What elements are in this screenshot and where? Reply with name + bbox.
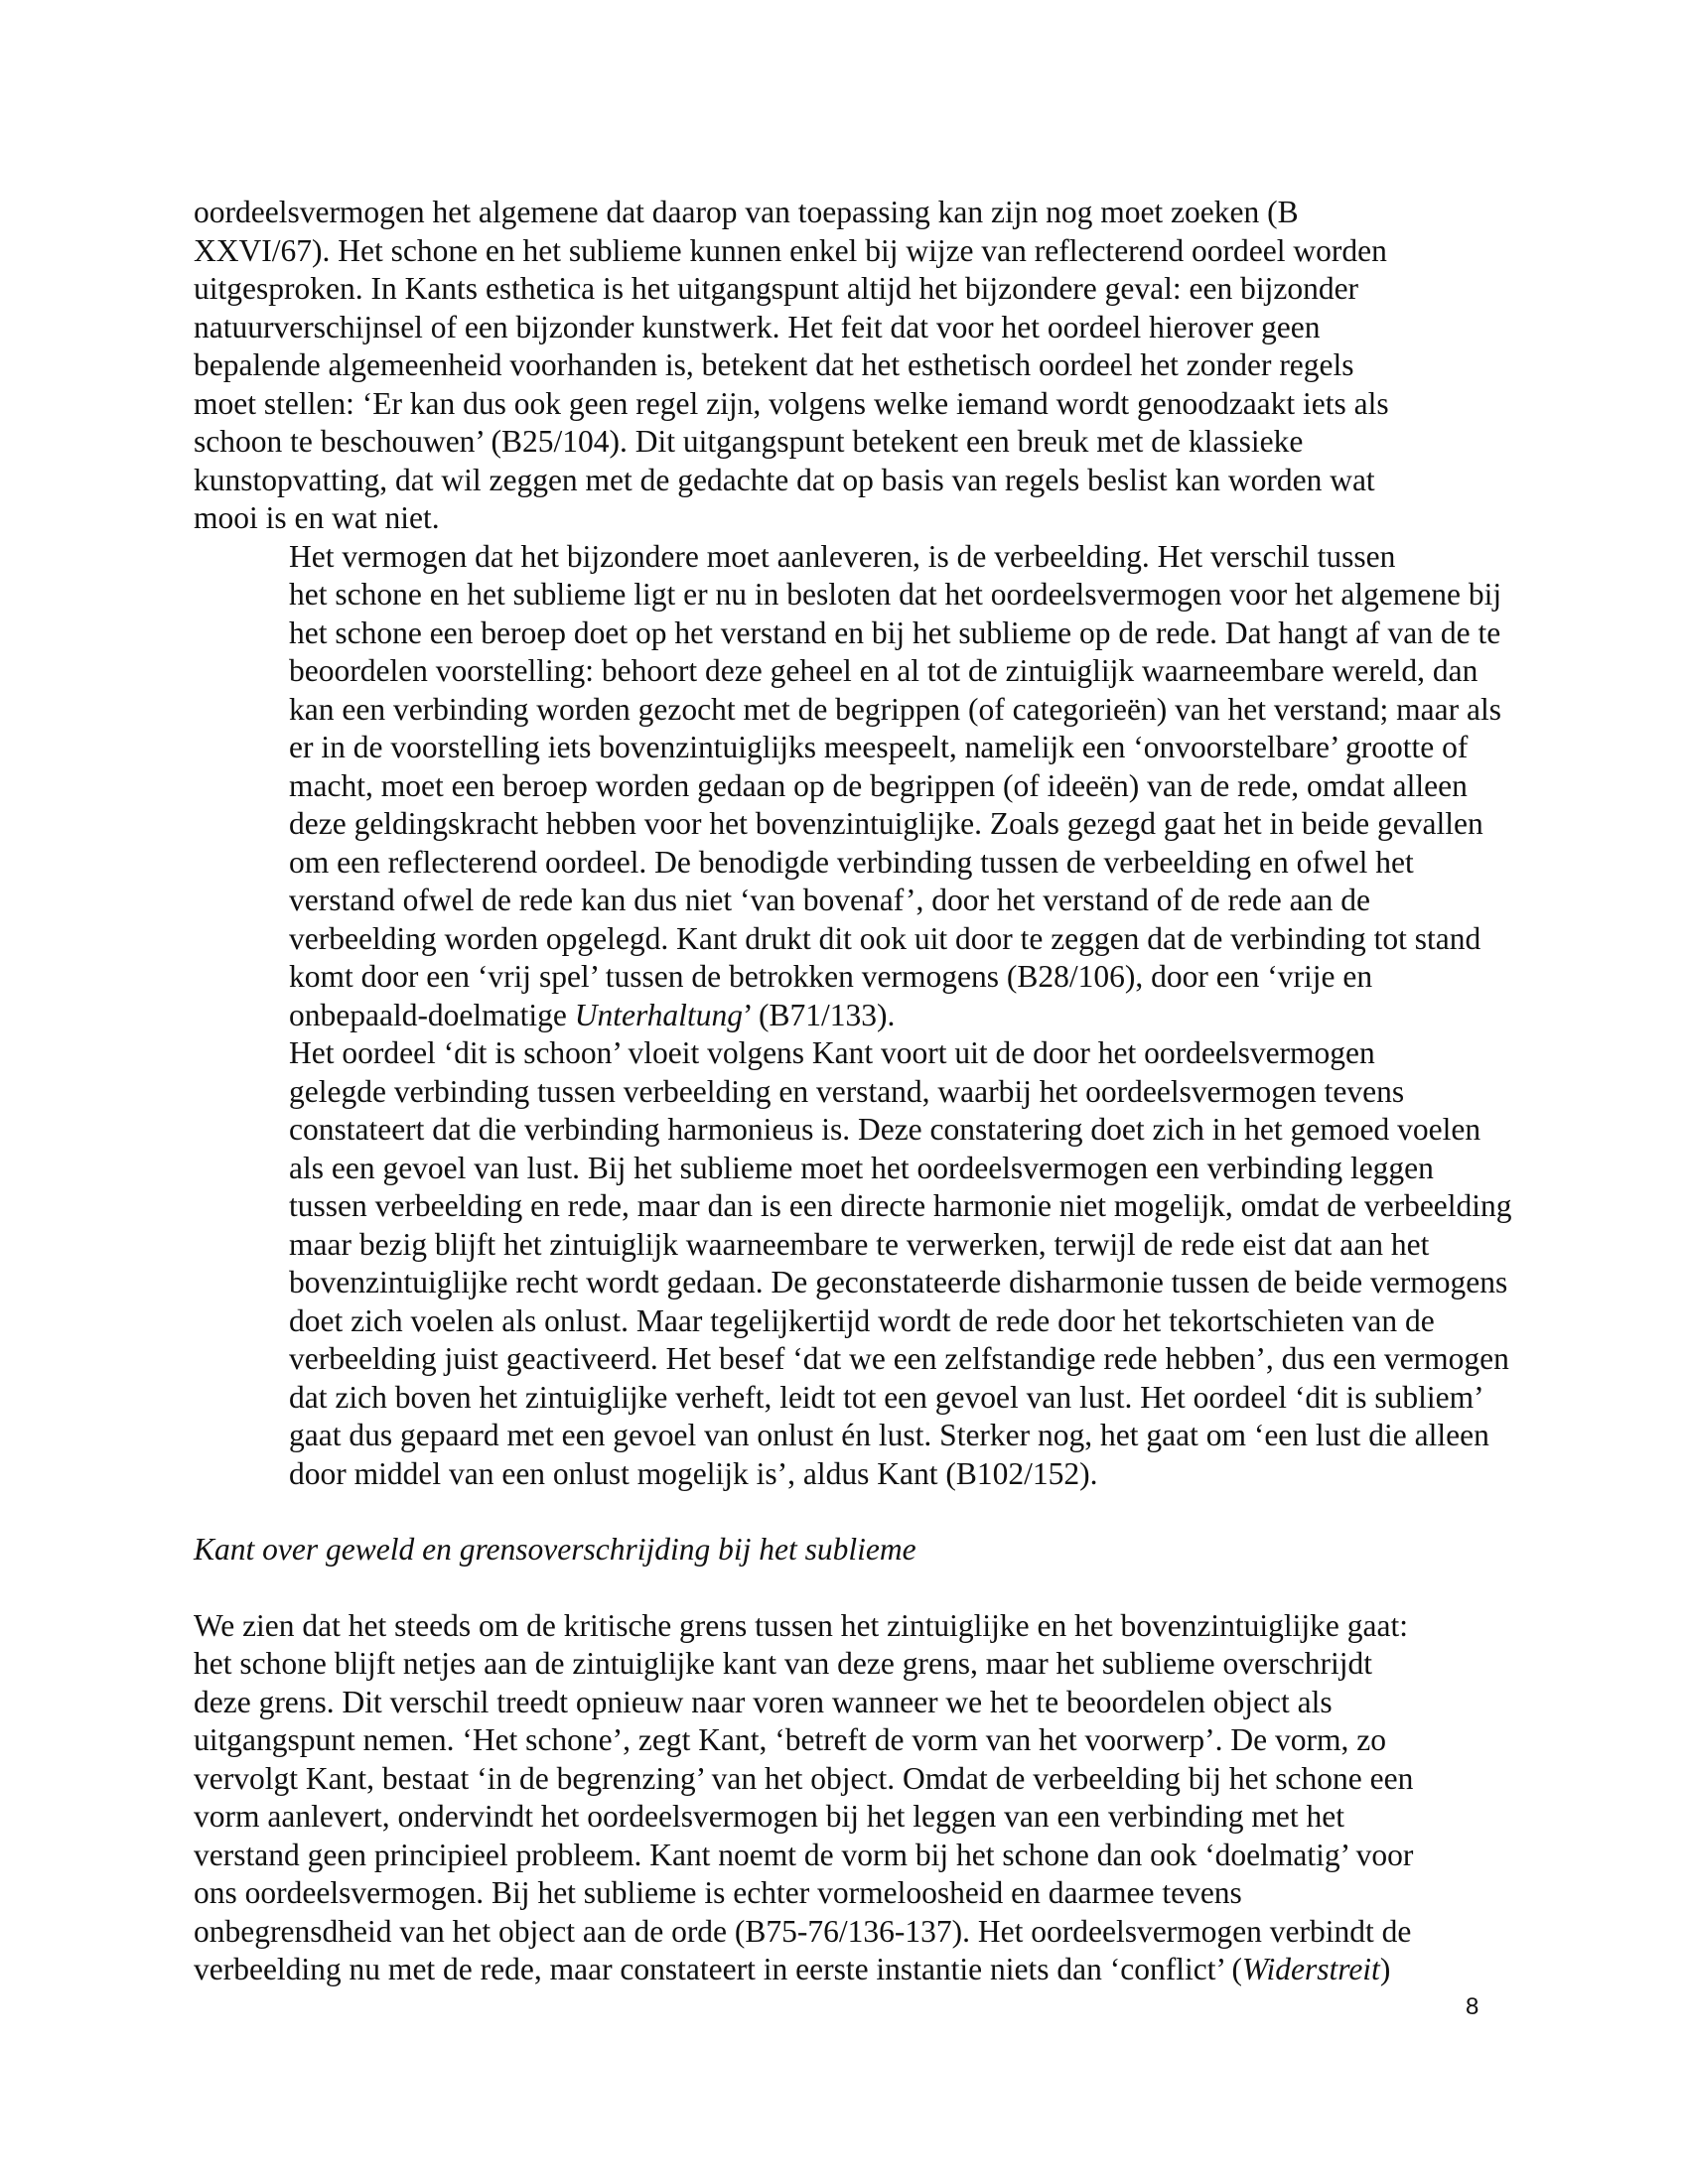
body-paragraph [194, 538, 1504, 1035]
text-line [194, 844, 1504, 883]
italic-text: Widerstreit [1241, 1952, 1380, 1986]
text-line [194, 1379, 1504, 1418]
text-run: het schone een beroep doet op het verstand en bij het sublieme op de rede. Dat hangt af van de te [289, 614, 1501, 650]
text-run: kan een verbinding worden gezocht met de begrippen (of categorieën) van het verstand; maar als [289, 691, 1501, 727]
text-run: macht, moet een beroep worden gedaan op de begrippen (of ideeën) van de rede, omdat alleen [289, 767, 1468, 803]
text-line [194, 1150, 1504, 1188]
text-line [194, 614, 1504, 653]
text-line [194, 538, 1504, 577]
text-run: ) [1379, 1952, 1391, 1986]
text-line [194, 1340, 1509, 1379]
text-run: natuurverschijnsel of een bijzonder kunstwerk. Het feit dat voor het oordeel hierover geen [194, 309, 1321, 344]
text-run: verbeelding nu met de rede, maar constateert in eerste instantie niets dan ‘conflict’ ( [194, 1952, 1242, 1986]
text-run: schoon te beschouwen’ (B25/104). Dit uitgangspunt betekent een breuk met de klassieke [194, 424, 1304, 459]
text-run: maar bezig blijft het zintuiglijk waarneembare te verwerken, terwijl de rede eist dat aan het [289, 1226, 1430, 1262]
body-paragraphs [194, 194, 1512, 1493]
text-run: bepalende algemeenheid voorhanden is, betekent dat het esthetisch oordeel het zonder regels [194, 347, 1354, 382]
text-run: Het oordeel ‘dit is schoon’ vloeit volgens Kant voort uit de door het oordeelsvermogen [289, 1035, 1375, 1070]
text-run: verstand ofwel de rede kan dus niet ‘van bovenaf’, door het verstand of de rede aan de [289, 883, 1370, 917]
text-run: oordeelsvermogen het algemene dat daarop van toepassing kan zijn nog moet zoeken (B [194, 195, 1299, 229]
text-line [194, 1264, 1508, 1302]
text-line [194, 1111, 1504, 1150]
text-line [194, 309, 1504, 347]
text-line [194, 767, 1504, 806]
text-run: beoordelen voorstelling: behoort deze geheel en al tot de zintuiglijk waarneembare wereld, dan [289, 653, 1478, 688]
text-line [194, 1455, 1504, 1494]
text-run: gelegde verbinding tussen verbeelding en verstand, waarbij het oordeelsvermogen tevens [289, 1073, 1405, 1109]
text-line [194, 346, 1504, 385]
text-line [194, 652, 1504, 691]
text-run: Het vermogen dat het bijzondere moet aanleveren, is de verbeelding. Het verschil tussen [289, 538, 1396, 574]
text-run: deze grens. Dit verschil treedt opnieuw naar voren wanneer we het te beoordelen object als [194, 1684, 1333, 1719]
text-line [194, 1874, 1504, 1913]
text-line [194, 1226, 1504, 1265]
text-line [194, 576, 1504, 614]
text-run: onbegrensdheid van het object aan de orde (B75-76/136-137). Het oordeelsvermogen verbindt de [194, 1913, 1412, 1949]
text-line [194, 1913, 1504, 1952]
text-line [194, 805, 1504, 844]
page-number: 8 [1466, 1993, 1479, 2020]
document-page [194, 194, 1512, 1989]
text-run: verstand geen principieel probleem. Kant noemt de vorm bij het schone dan ook ‘doelmatig’ voor [194, 1837, 1414, 1872]
text-line [194, 1417, 1504, 1455]
text-run: bovenzintuiglijke recht wordt gedaan. De geconstateerde disharmonie tussen de beide vermogens [289, 1265, 1508, 1299]
text-line [194, 385, 1504, 424]
text-run: tussen verbeelding en rede, maar dan is een directe harmonie niet mogelijk, omdat de verbeelding [289, 1188, 1512, 1223]
text-run: ’ (B71/133). [742, 997, 896, 1032]
text-line [194, 270, 1504, 309]
text-run: komt door een ‘vrij spel’ tussen de betrokken vermogens (B28/106), door een ‘vrije en [289, 959, 1373, 994]
text-line [194, 423, 1504, 462]
text-run: constateert dat die verbinding harmonieus is. Deze constatering doet zich in het gemoed voelen [289, 1112, 1481, 1147]
text-run: vorm aanlevert, ondervindt het oordeelsvermogen bij het leggen van een verbinding met het [194, 1799, 1344, 1834]
text-run: verbeelding worden opgelegd. Kant drukt dit ook uit door te zeggen dat de verbinding tot stand [289, 920, 1481, 956]
text-line [194, 958, 1504, 997]
text-line [194, 194, 1504, 232]
text-run: vervolgt Kant, bestaat ‘in de begrenzing’ van het object. Omdat de verbeelding bij het schone een [194, 1760, 1414, 1796]
text-line [194, 920, 1504, 959]
text-line [194, 499, 1504, 538]
text-run: doet zich voelen als onlust. Maar tegelijkertijd wordt de rede door het tekortschieten van de [289, 1302, 1435, 1338]
section-heading: Kant over geweld en grensoverschrijding bij het sublieme [194, 1532, 916, 1567]
text-line [194, 1684, 1504, 1722]
text-line [194, 691, 1504, 730]
text-run: XXVI/67). Het schone en het sublieme kunnen enkel bij wijze van reflecterend oordeel worden [194, 232, 1387, 268]
final-paragraph [194, 1607, 1504, 1989]
text-run: onbepaald-doelmatige [289, 997, 575, 1032]
text-line [194, 1837, 1504, 1875]
text-run: gaat dus gepaard met een gevoel van onlust én lust. Sterker nog, het gaat om ‘een lust die alleen [289, 1418, 1489, 1452]
body-paragraph [194, 1034, 1512, 1493]
text-run: We zien dat het steeds om de kritische grens tussen het zintuiglijke en het bovenzintuiglijke gaat: [194, 1607, 1408, 1643]
text-line [194, 1302, 1504, 1341]
text-run: kunstopvatting, dat wil zeggen met de gedachte dat op basis van regels beslist kan worden wat [194, 462, 1375, 497]
text-run: er in de voorstelling iets bovenzintuiglijks meespeelt, namelijk een ‘onvoorstelbare’ grootte of [289, 730, 1469, 764]
italic-text: Unterhaltung [574, 997, 743, 1032]
text-line [194, 1607, 1504, 1646]
text-line [194, 1721, 1504, 1760]
text-line [194, 1073, 1504, 1112]
text-line [194, 232, 1504, 271]
text-line [194, 1951, 1504, 1989]
text-run: deze geldingskracht hebben voor het bovenzintuiglijke. Zoals gezegd gaat het in beide gevallen [289, 806, 1483, 841]
text-run: ons oordeelsvermogen. Bij het sublieme is echter vormeloosheid en daarmee tevens [194, 1875, 1242, 1910]
text-line [194, 1645, 1504, 1684]
text-line [194, 1034, 1504, 1073]
text-run: om een reflecterend oordeel. De benodigde verbinding tussen de verbeelding en ofwel het [289, 844, 1414, 880]
text-line [194, 462, 1504, 500]
text-run: uitgangspunt nemen. ‘Het schone’, zegt Kant, ‘betreft de vorm van het voorwerp’. De vorm, zo [194, 1722, 1386, 1757]
text-line [194, 997, 1504, 1035]
text-line [194, 729, 1504, 767]
text-line [194, 1187, 1512, 1226]
text-run: het schone blijft netjes aan de zintuiglijke kant van deze grens, maar het sublieme overschrijdt [194, 1646, 1372, 1681]
text-run: uitgesproken. In Kants esthetica is het uitgangspunt altijd het bijzondere geval: een bijzonder [194, 271, 1359, 306]
text-line [194, 1798, 1504, 1837]
text-run: verbeelding juist geactiveerd. Het besef ‘dat we een zelfstandige rede hebben’, dus een vermogen [289, 1341, 1509, 1376]
text-run: moet stellen: ‘Er kan dus ook geen regel zijn, volgens welke iemand wordt genoodzaakt iets als [194, 385, 1389, 421]
body-paragraph [194, 194, 1504, 538]
text-line [194, 1760, 1504, 1799]
text-run: door middel van een onlust mogelijk is’, aldus Kant (B102/152). [289, 1455, 1098, 1491]
text-run: als een gevoel van lust. Bij het sublieme moet het oordeelsvermogen een verbinding leggen [289, 1150, 1434, 1185]
text-line [194, 882, 1504, 920]
text-run: dat zich boven het zintuiglijke verheft, leidt tot een gevoel van lust. Het oordeel ‘dit is subliem’ [289, 1379, 1484, 1415]
text-run: het schone en het sublieme ligt er nu in besloten dat het oordeelsvermogen voor het algemene bij [289, 577, 1502, 612]
text-run: mooi is en wat niet. [194, 500, 440, 535]
